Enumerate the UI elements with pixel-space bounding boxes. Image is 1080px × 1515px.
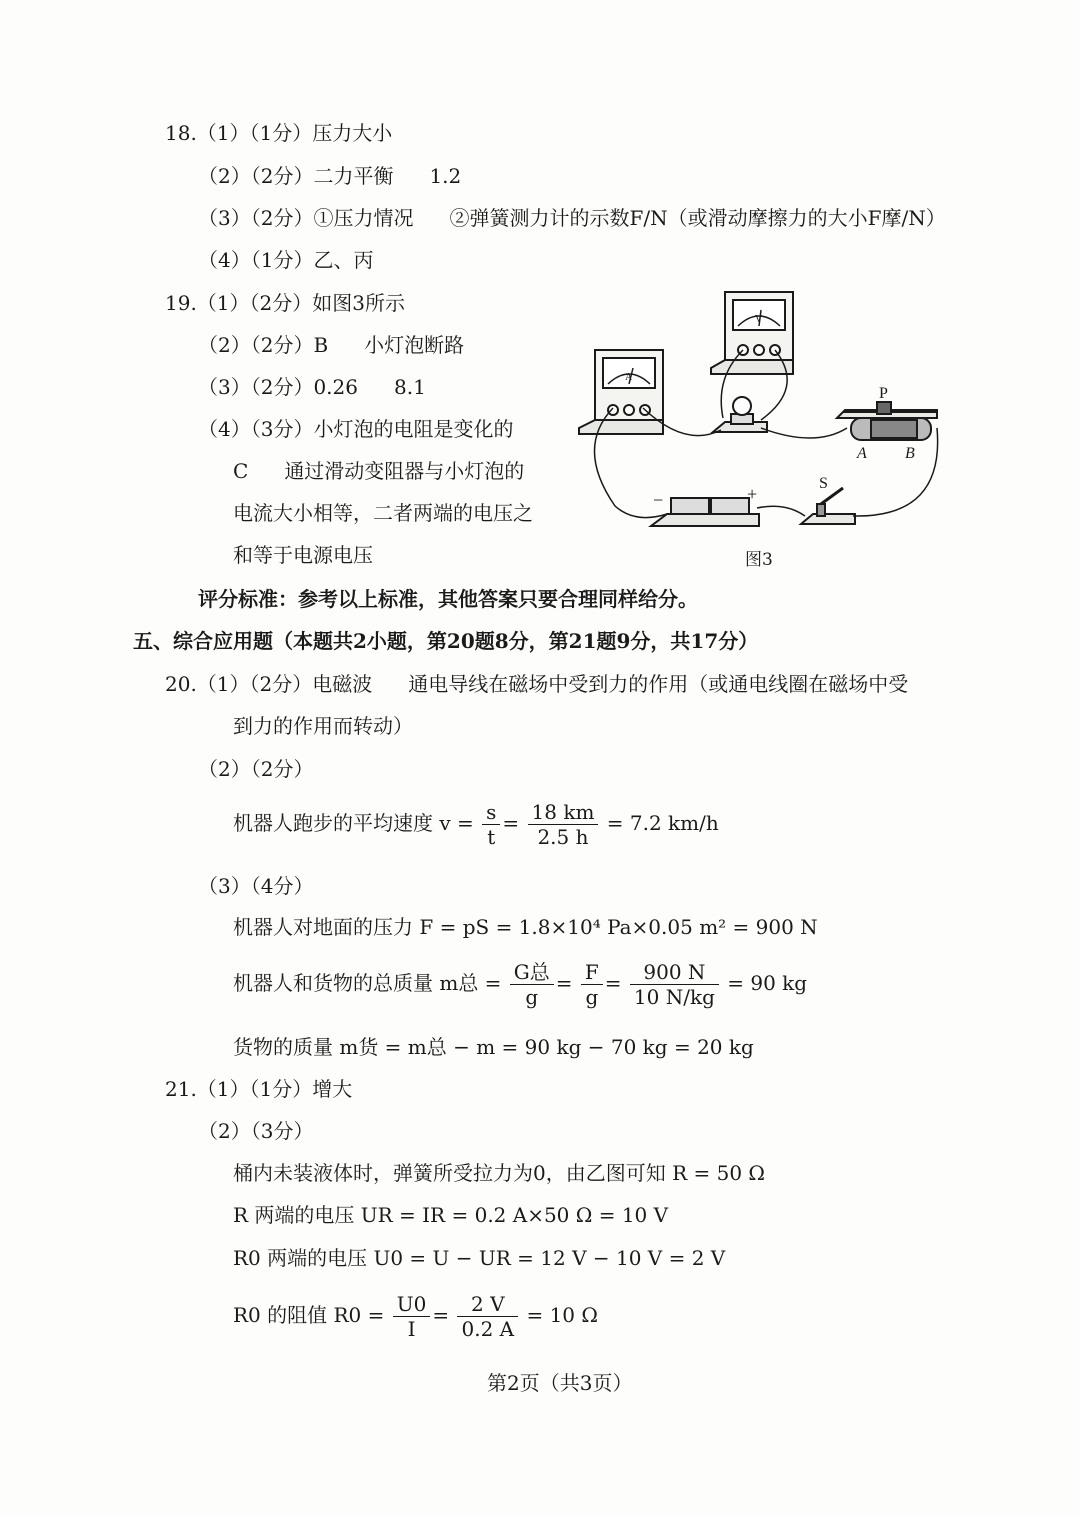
q18-line3-answer2-end: F摩/N） <box>867 206 946 230</box>
numerator: s <box>482 800 500 825</box>
q20-line5: （3）（4分） <box>198 874 314 898</box>
q20-speed-formula: 机器人跑步的平均速度 v = $\frac{s}{t}$ = $\frac{18 km}{2.5 h}$ = 7.2 km/h <box>233 800 719 849</box>
label-minus: − <box>653 490 664 510</box>
fraction-900n-over-10nkg <box>630 960 719 1009</box>
numerator: 900 N <box>630 960 719 985</box>
q18-line2-value: 1.2 <box>429 164 462 188</box>
q20-line1-answer: 20.（1）（2分）电磁波 <box>165 672 373 696</box>
q20-total-mass-label: 机器人和货物的总质量 m总 = <box>233 971 502 995</box>
ammeter-symbol: A <box>625 372 633 383</box>
q20-speed-result: = 7.2 km/h <box>606 811 719 835</box>
q19-line6: 电流大小相等，二者两端的电压之 <box>233 501 533 525</box>
q19-line5 <box>233 458 524 484</box>
fraction-2v-over-02a <box>457 1292 518 1341</box>
section-heading: 五、综合应用题（本题共2小题，第20题8分，第21题9分，共17分） <box>133 629 759 653</box>
denominator: t <box>487 825 496 849</box>
q19-line3-resistance: 8.1 <box>393 375 426 399</box>
label-s: S <box>819 475 828 492</box>
numerator: 18 km <box>528 800 599 825</box>
q21-line1: 21.（1）（1分）增大 <box>165 1077 353 1101</box>
q20-cargo-mass: 货物的质量 m货 = m总 − m = 90 kg − 70 kg = 20 kg <box>233 1035 754 1059</box>
q19-line7: 和等于电源电压 <box>233 543 373 567</box>
ammeter <box>579 350 663 434</box>
q20-pressure-force: 机器人对地面的压力 F = pS = 1.8×10⁴ Pa×0.05 m² = 900 N <box>233 915 818 939</box>
denominator: 0.2 A <box>461 1317 515 1341</box>
q19-line5-choice: C <box>233 459 249 483</box>
q19-line3-current: （3）（2分）0.26 <box>198 375 358 399</box>
q20-total-mass-result: = 90 kg <box>727 971 808 995</box>
label-p: P <box>879 385 888 402</box>
q19-line1: 19.（1）（2分）如图3所示 <box>165 291 405 315</box>
q19-line4: （4）（3分）小灯泡的电阻是变化的 <box>198 417 514 441</box>
q18-line4: （4）（1分）乙、丙 <box>198 248 374 272</box>
q19-line3 <box>198 374 426 400</box>
scoring-note: 评分标准：参考以上标准，其他答案只要合理同样给分。 <box>198 587 698 611</box>
q21-resistance-result: = 10 Ω <box>526 1303 598 1327</box>
q21-line2: （2）（3分） <box>198 1119 314 1143</box>
fraction-g-total-over-g <box>510 960 554 1009</box>
q18-line3-answer2-unit: F/N（或滑动摩擦力的大小 <box>629 206 868 230</box>
rheostat <box>837 402 937 440</box>
numerator: G总 <box>510 960 554 985</box>
q21-line3: 桶内未装液体时，弹簧所受拉力为0，由乙图可知 R = 50 Ω <box>233 1161 766 1185</box>
voltmeter <box>711 292 793 374</box>
q20-line1-principle: 通电导线在磁场中受到力的作用（或通电线圈在磁场中受 <box>408 672 909 696</box>
fraction-distance-over-time <box>528 800 599 849</box>
q20-line3: （2）（2分） <box>198 757 314 781</box>
q19-line2-fault: 小灯泡断路 <box>364 333 465 357</box>
denominator: I <box>407 1317 416 1341</box>
q21-resistance-label: R0 的阻值 R0 = <box>233 1303 385 1327</box>
q20-line2: 到力的作用而转动） <box>233 714 413 738</box>
q21-resistance-formula: R0 的阻值 R0 = $\frac{U0}{I}$ = $\frac{2 V}{0.2 A}$ = 10 Ω <box>233 1292 598 1341</box>
q21-line5: R0 两端的电压 U0 = U − UR = 12 V − 10 V = 2 V <box>233 1246 726 1270</box>
q18-line3-answer1: （3）（2分）①压力情况 <box>198 206 414 230</box>
denominator: 10 N/kg <box>633 985 715 1009</box>
circuit-figure <box>575 288 955 538</box>
numerator: 2 V <box>457 1292 518 1317</box>
label-b: B <box>905 445 915 462</box>
switch <box>801 488 855 524</box>
q18-line2 <box>198 163 461 189</box>
denominator: 2.5 h <box>537 825 589 849</box>
label-a: A <box>857 445 867 462</box>
q21-line4: R 两端的电压 UR = IR = 0.2 A×50 Ω = 10 V <box>233 1203 669 1227</box>
q20-total-mass: 机器人和货物的总质量 m总 = $\frac{\text{G总}}{g}$ = $\frac{F}{g}$ = $\frac{900 N}{10 N/kg}$ = 90 kg <box>233 960 808 1009</box>
q18-line1: 18.（1）（1分）压力大小 <box>165 121 393 145</box>
denominator: g <box>585 985 599 1009</box>
q18-line3 <box>198 205 946 231</box>
numerator: F <box>581 960 603 985</box>
fraction-u0-over-i <box>393 1292 431 1341</box>
q20-line1 <box>165 671 908 697</box>
page-footer: 第2页（共3页） <box>487 1371 633 1395</box>
q18-line3-answer2: ②弹簧测力计的示数 <box>449 206 630 230</box>
fraction-s-over-t <box>482 800 500 849</box>
label-plus: + <box>747 484 758 504</box>
fraction-f-over-g <box>581 960 603 1009</box>
voltmeter-symbol: V <box>755 314 763 325</box>
q20-speed-label: 机器人跑步的平均速度 v = <box>233 811 474 835</box>
q18-line2-answer: （2）（2分）二力平衡 <box>198 164 394 188</box>
denominator: g <box>525 985 539 1009</box>
battery-pack <box>651 498 759 526</box>
q19-line2 <box>198 332 464 358</box>
q19-line5-reason: 通过滑动变阻器与小灯泡的 <box>284 459 525 483</box>
numerator: U0 <box>393 1292 431 1317</box>
q19-line2-answer: （2）（2分）B <box>198 333 329 357</box>
figure-caption: 图3 <box>745 550 773 570</box>
